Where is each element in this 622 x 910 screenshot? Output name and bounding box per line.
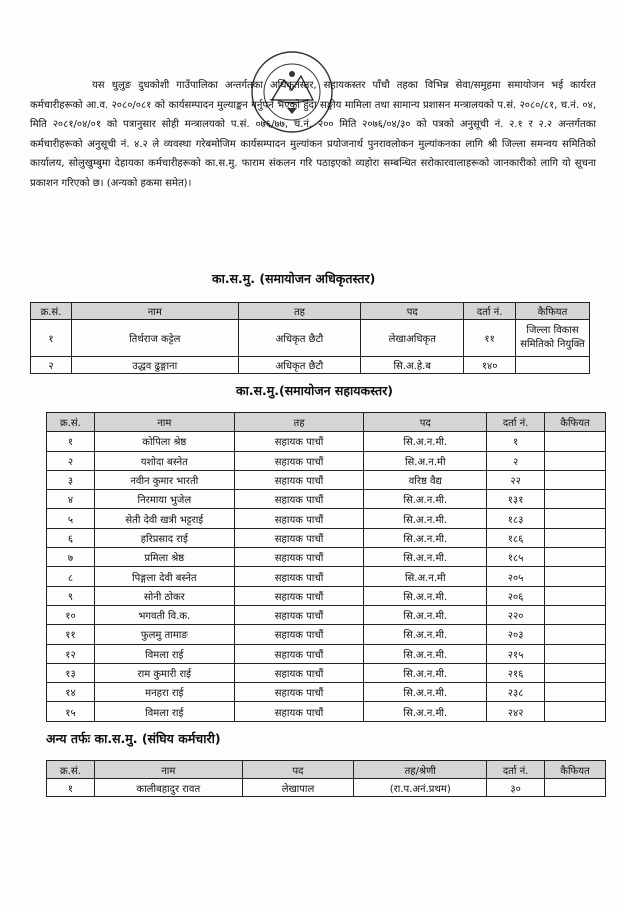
cell-level: सहायक पाचौं xyxy=(234,548,364,567)
cell-sn: ११ xyxy=(47,625,95,644)
table-row xyxy=(47,779,606,797)
cell-post: सि.अ.न.मी. xyxy=(364,644,487,663)
col-level-grade: तह/श्रेणी xyxy=(354,761,487,779)
cell-reg-no: २१५ xyxy=(487,644,545,663)
cell-level: अधिकृत छैटौ xyxy=(238,320,361,357)
table-row xyxy=(47,683,606,702)
cell-remarks xyxy=(545,509,606,528)
table-row xyxy=(47,702,606,721)
cell-post: सि.अ.न.मी. xyxy=(364,683,487,702)
cell-level: सहायक पाचौं xyxy=(234,432,364,451)
cell-remarks xyxy=(545,586,606,605)
cell-reg-no: ११ xyxy=(464,320,516,357)
cell-reg-no: १४० xyxy=(464,357,516,374)
table-row xyxy=(47,567,606,586)
cell-reg-no: २०५ xyxy=(487,567,545,586)
cell-level: सहायक पाचौं xyxy=(234,663,364,682)
cell-remarks xyxy=(545,605,606,624)
cell-level: सहायक पाचौं xyxy=(234,470,364,489)
table-row xyxy=(47,490,606,509)
cell-post: सि.अ.न.मी xyxy=(364,451,487,470)
cell-post: सि.अ.न.मी. xyxy=(364,509,487,528)
cell-sn: ५ xyxy=(47,509,95,528)
section-title-assistant: का.स.मु.(समायोजन सहायकस्तर) xyxy=(236,383,393,398)
cell-level: सहायक पाचौं xyxy=(234,605,364,624)
cell-remarks xyxy=(545,451,606,470)
cell-post: लेखापाल xyxy=(242,779,354,797)
cell-post: वरिष्ठ वैद्य xyxy=(364,470,487,489)
cell-name: यशोदा बस्नेत xyxy=(94,451,234,470)
cell-remarks xyxy=(516,357,590,374)
cell-sn: १ xyxy=(31,320,72,357)
cell-level: सहायक पाचौं xyxy=(234,528,364,547)
col-remarks: कैफियत xyxy=(516,303,590,320)
cell-remarks xyxy=(545,702,606,721)
col-sn: क्र.सं. xyxy=(47,413,95,432)
col-level: तह xyxy=(234,413,364,432)
cell-reg-no: २२ xyxy=(487,470,545,489)
cell-name: कोपिला श्रेष्ठ xyxy=(94,432,234,451)
table-row xyxy=(31,357,590,374)
col-sn: क्र.सं. xyxy=(31,303,72,320)
cell-level: सहायक पाचौं xyxy=(234,509,364,528)
cell-post: सि.अ.न.मी. xyxy=(364,528,487,547)
cell-post: सि.अ.न.मी. xyxy=(364,663,487,682)
cell-sn: ७ xyxy=(47,548,95,567)
cell-sn: १४ xyxy=(47,683,95,702)
cell-sn: ३ xyxy=(47,470,95,489)
cell-name: नवीन कुमार भारती xyxy=(94,470,234,489)
officer-table xyxy=(30,302,590,374)
cell-remarks xyxy=(545,625,606,644)
cell-sn: २ xyxy=(47,451,95,470)
cell-name: विमला राई xyxy=(94,702,234,721)
cell-sn: ४ xyxy=(47,490,95,509)
table-row xyxy=(31,320,590,357)
cell-name: सोनी ठोकर xyxy=(94,586,234,605)
cell-reg-no: १३१ xyxy=(487,490,545,509)
cell-name: पिङ्गला देवी बस्नेत xyxy=(94,567,234,586)
cell-reg-no: १ xyxy=(487,432,545,451)
table-row xyxy=(47,509,606,528)
cell-sn: ८ xyxy=(47,567,95,586)
cell-name: सेती देवी खत्री भट्टराई xyxy=(94,509,234,528)
cell-name: हरिप्रसाद राई xyxy=(94,528,234,547)
col-reg-no: दर्ता नं. xyxy=(487,413,545,432)
table-row xyxy=(47,451,606,470)
cell-post: सि.अ.न.मी. xyxy=(364,586,487,605)
cell-level: सहायक पाचौं xyxy=(234,586,364,605)
col-post: पद xyxy=(361,303,464,320)
cell-post: सि.अ.न.मी. xyxy=(364,625,487,644)
cell-sn: १२ xyxy=(47,644,95,663)
section-title-officer: का.स.मु. (समायोजन अधिकृतस्तर) xyxy=(212,271,376,286)
intro-paragraph: यस थुलुङ दुधकोशी गाउँपालिका अन्तर्गतका अधिकृतस्तर, सहायकस्तर पाँचौ तहका विभिन्न सेवा/समुहमा समायोजन भई कार्यरत कर्मचारीहरूको आ.व. २०८०/०८१ को कार्यसम्पादन मुल्याङ्कन गर्नुपर्ने भएको हुँदा सङ्घीय मामिला तथा सामान्य प्रशासन मन्त्रालयको प.सं. २०८०/८१, च.नं. ०४, मिति २०८१/०४/०१ को पत्रानुसार सोही मन्त्रालयको प.सं. ०७६/७७, च.नं. २०० मिति २०७६/०४/३० को पत्रको अनुसूची नं. २.१ र २.२ अन्तर्गतका कर्मचारीहरूको अनुसूची नं. ४.२ ले व्यवस्था गरेबमोजिम कार्यसम्पादन मुल्यांकन प्रयोजनार्थ पुनरावलोकन मुल्यांकनका लागि श्री जिल्ला समन्वय समितिको कार्यालय, सोलुखुम्बुमा देहायका कर्मचारीहरूको का.स.मु. फाराम संकलन गरि पठाइएको व्यहोरा सम्बन्धित सरोकारवालाहरूको जानकारीको लागि यो सूचना प्रकाशन गरिएको छ। (अन्यको हकमा समेत)। xyxy=(30,80,596,189)
cell-name: निरमाया भुजेल xyxy=(94,490,234,509)
table-row xyxy=(47,470,606,489)
cell-level: सहायक पाचौं xyxy=(234,567,364,586)
cell-remarks xyxy=(545,779,606,797)
col-name: नाम xyxy=(94,413,234,432)
col-remarks: कैफियत xyxy=(545,413,606,432)
cell-remarks xyxy=(545,432,606,451)
cell-sn: २ xyxy=(31,357,72,374)
cell-remarks xyxy=(545,644,606,663)
cell-level: सहायक पाचौं xyxy=(234,683,364,702)
table-header-row xyxy=(47,413,606,432)
cell-sn: १० xyxy=(47,605,95,624)
cell-level: सहायक पाचौं xyxy=(234,490,364,509)
table-header-row xyxy=(47,761,606,779)
cell-reg-no: १८६ xyxy=(487,528,545,547)
cell-name: कालीबहादुर रावत xyxy=(94,779,242,797)
cell-name: मनहरा राई xyxy=(94,683,234,702)
col-level: तह xyxy=(238,303,361,320)
col-post: पद xyxy=(364,413,487,432)
cell-post: सि.अ.न.मी. xyxy=(364,432,487,451)
table-row xyxy=(47,548,606,567)
col-reg-no: दर्ता नं. xyxy=(464,303,516,320)
cell-sn: ९ xyxy=(47,586,95,605)
col-reg-no: दर्ता नं. xyxy=(487,761,545,779)
cell-sn: १३ xyxy=(47,663,95,682)
cell-post: सि.अ.न.मी xyxy=(364,567,487,586)
cell-level: अधिकृत छैटौ xyxy=(238,357,361,374)
cell-reg-no: ३० xyxy=(487,779,545,797)
cell-sn: १ xyxy=(47,779,95,797)
cell-remarks xyxy=(545,548,606,567)
table-row xyxy=(47,625,606,644)
cell-post: सि.अ.न.मी. xyxy=(364,490,487,509)
cell-reg-no: २२० xyxy=(487,605,545,624)
cell-name: प्रमिला श्रेष्ठ xyxy=(94,548,234,567)
table-row xyxy=(47,432,606,451)
cell-remarks xyxy=(545,490,606,509)
table-row xyxy=(47,644,606,663)
cell-reg-no: २ xyxy=(487,451,545,470)
table-row xyxy=(47,586,606,605)
cell-post: लेखाअधिकृत xyxy=(361,320,464,357)
cell-level: सहायक पाचौं xyxy=(234,702,364,721)
col-name: नाम xyxy=(71,303,238,320)
cell-level: सहायक पाचौं xyxy=(234,644,364,663)
cell-sn: १ xyxy=(47,432,95,451)
cell-remarks xyxy=(545,528,606,547)
cell-post: सि.अ.हे.ब xyxy=(361,357,464,374)
cell-name: भगवती वि.क. xyxy=(94,605,234,624)
cell-reg-no: १८३ xyxy=(487,509,545,528)
col-sn: क्र.सं. xyxy=(47,761,95,779)
cell-remarks: जिल्ला विकास समितिको नियुक्ति xyxy=(516,320,590,357)
cell-sn: १५ xyxy=(47,702,95,721)
cell-reg-no: २०६ xyxy=(487,586,545,605)
cell-sn: ६ xyxy=(47,528,95,547)
cell-remarks xyxy=(545,470,606,489)
cell-level-grade: (रा.प.अनं.प्रथम) xyxy=(354,779,487,797)
cell-level: सहायक पाचौं xyxy=(234,625,364,644)
cell-name: विमला राई xyxy=(94,644,234,663)
cell-remarks xyxy=(545,663,606,682)
cell-remarks xyxy=(545,567,606,586)
cell-level: सहायक पाचौं xyxy=(234,451,364,470)
cell-remarks xyxy=(545,683,606,702)
cell-reg-no: २३८ xyxy=(487,683,545,702)
assistant-table xyxy=(46,412,606,722)
cell-reg-no: २४२ xyxy=(487,702,545,721)
cell-name: तिर्थराज कट्टेल xyxy=(71,320,238,357)
col-remarks: कैफियत xyxy=(545,761,606,779)
table-header-row xyxy=(31,303,590,320)
table-row xyxy=(47,528,606,547)
section-title-federal: अन्य तर्फः का.स.मु. (संघिय कर्मचारी) xyxy=(46,731,221,746)
table-row xyxy=(47,605,606,624)
cell-post: सि.अ.न.मी. xyxy=(364,702,487,721)
cell-name: फुलमु तामाङ xyxy=(94,625,234,644)
cell-name: राम कुमारी राई xyxy=(94,663,234,682)
cell-post: सि.अ.न.मी. xyxy=(364,605,487,624)
cell-reg-no: २०३ xyxy=(487,625,545,644)
col-name: नाम xyxy=(94,761,242,779)
table-row xyxy=(47,663,606,682)
federal-staff-table xyxy=(46,760,606,797)
cell-reg-no: २१६ xyxy=(487,663,545,682)
cell-name: उद्धव ढुङ्गाना xyxy=(71,357,238,374)
cell-post: सि.अ.न.मी. xyxy=(364,548,487,567)
col-post: पद xyxy=(242,761,354,779)
cell-reg-no: १८५ xyxy=(487,548,545,567)
